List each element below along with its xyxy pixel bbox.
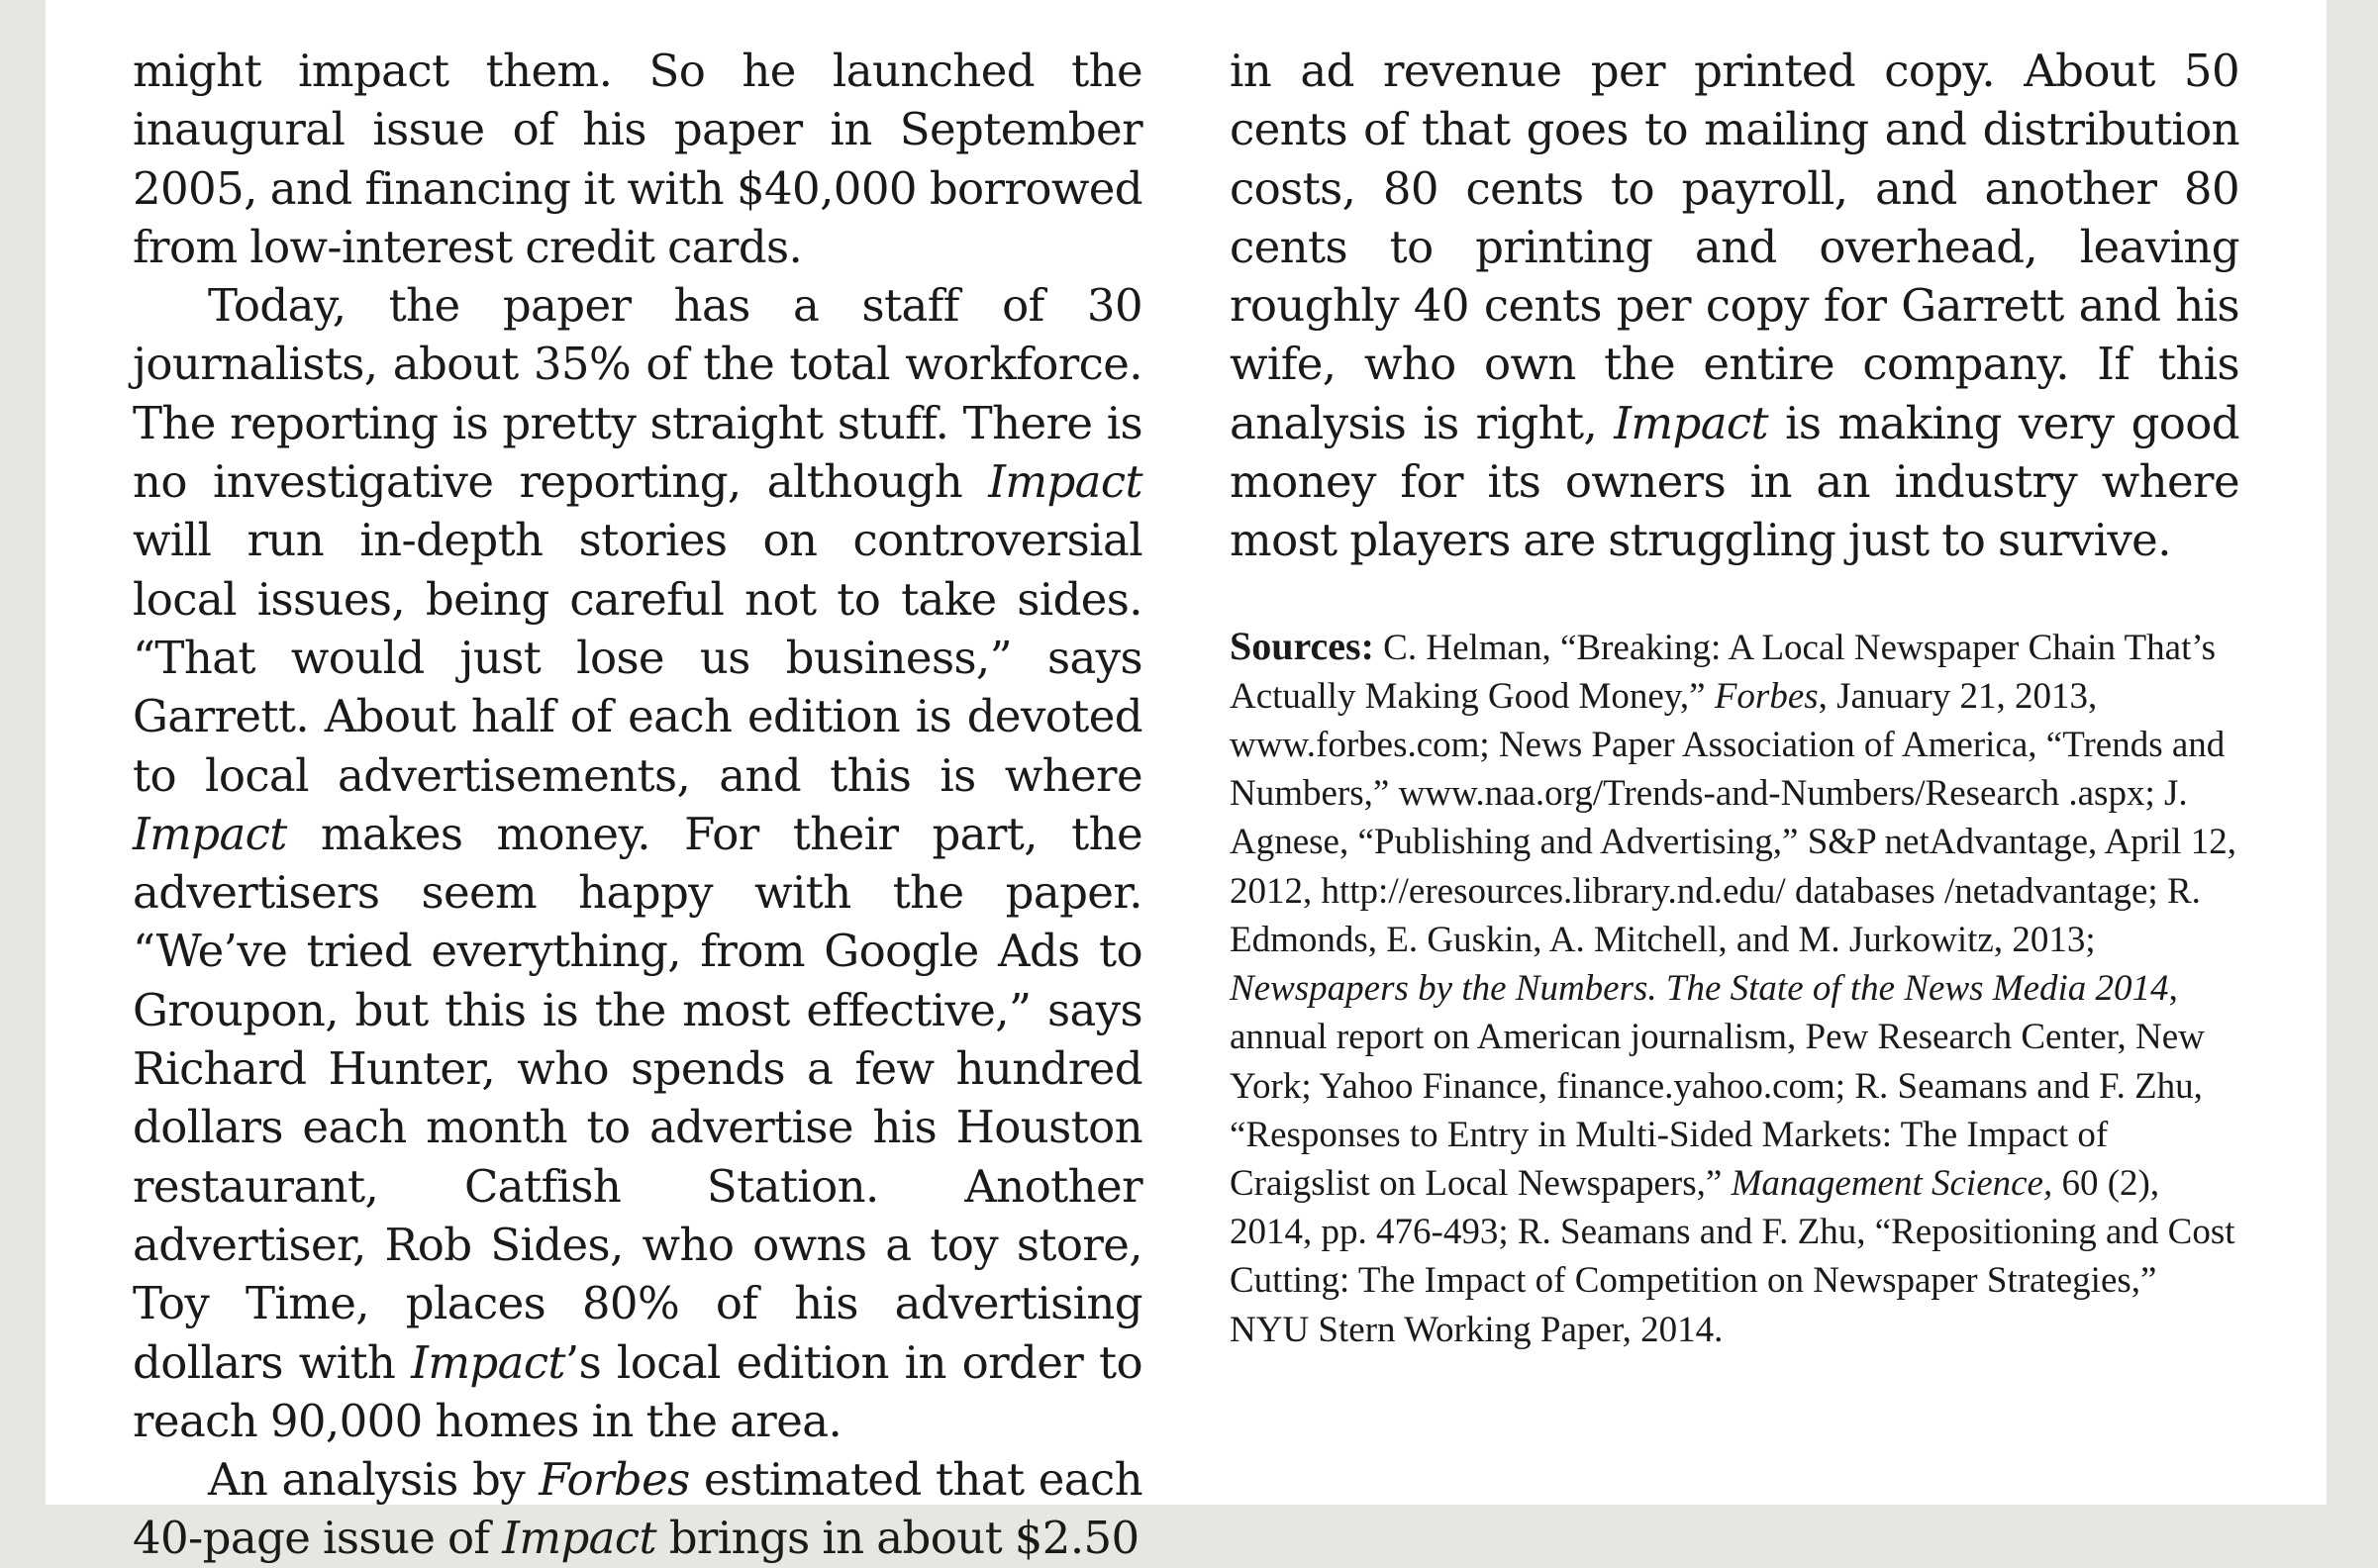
document-page	[46, 0, 2327, 1565]
paragraph-1-text: might impact them. So he launched the inaugural issue of his paper in September 2005, and financing it with $40,000 borrowed from low-interest credit cards.	[133, 45, 1142, 273]
sources-label: Sources:	[1230, 623, 1374, 668]
sources-note: Sources: C. Helman, “Breaking: A Local Newspaper Chain That’s Actually Making Good Money,” Forbes, January 21, 2013, www.forbes.com; News Paper Association of America, “Trends and Numbers,” www.naa.org/Trends-and-Numbers/Research .aspx; J. Agnese, “Publishing and Advertising,” S&P netAdvantage, April 12, 2012, http://eresources.library.nd.edu/ databases /netadvantage; R. Edmonds, E. Guskin, A. Mitchell, and M. Jurkowitz, 2013; Newspapers by the Numbers. The State of the News Media 2014, annual report on American journalism, Pew Research Center, New York; Yahoo Finance, finance.yahoo.com; R. Seamans and F. Zhu, “Responses to Entry in Multi-Sided Markets: The Impact of Craigslist on Local Newspapers,” Management Science, 60 (2), 2014, pp. 476-493; R. Seamans and F. Zhu, “Repositioning and Cost Cutting: The Impact of Competition on Newspaper Strategies,” NYU Stern Working Paper, 2014.	[1230, 623, 2237, 1350]
paragraph-3: An analysis by Forbes estimated that each 40-page issue of Impact brings in about $2.50	[133, 1453, 1142, 1565]
publication-name: Forbes	[539, 1453, 690, 1507]
publication-name: Impact	[133, 807, 287, 860]
paragraph-4: in ad revenue per printed copy. About 50 cents of that goes to mailing and distribution costs, 80 cents to payroll, and another 80 cents to printing and overhead, leaving roughly 40 cents per copy for Garrett and his wife, who own the entire company. If this analysis is right, Impact is making very good money for its owners in an industry where most players are struggling just to survive.	[1230, 45, 2239, 567]
publication-name: Impact	[502, 1512, 656, 1565]
publication-name: Impact	[1614, 396, 1769, 449]
publication-name: Impact	[411, 1335, 565, 1389]
publication-name: Impact	[988, 455, 1142, 509]
right-column	[1230, 42, 2239, 1354]
left-column	[133, 42, 1142, 1568]
paragraph-2: Today, the paper has a staff of 30 journalists, about 35% of the total workforce. The reporting is pretty straight stuff. There is no investigative reporting, although Impact will run in-depth stories on controversial local issues, being careful not to take sides. “That would just lose us business,” says Garrett. About half of each edition is devoted to local advertisements, and this is where Impact makes money. For their part, the advertisers seem happy with the paper. “We’ve tried everything, from Google Ads to Groupon, but this is the most effective,” says Richard Hunter, who spends a few hundred dollars each month to advertise his Houston restaurant, Catfish Station. Another advertiser, Rob Sides, who owns a toy store, Toy Time, places 80% of his advertising dollars with Impact’s local edition in order to reach 90,000 homes in the area.	[133, 279, 1142, 1447]
paragraph-1	[133, 42, 1142, 276]
